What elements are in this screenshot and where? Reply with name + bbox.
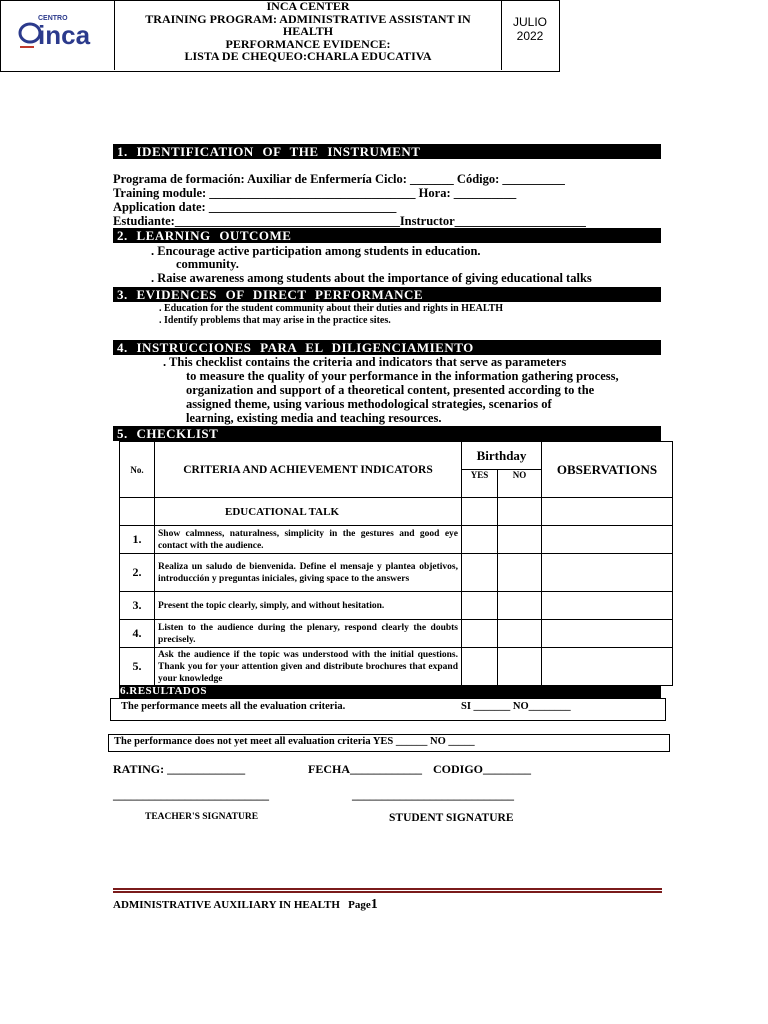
checklist-table [119, 441, 673, 686]
training-module-field: Training module: _________________________________ Hora: __________ [113, 186, 517, 200]
footer-rule-top [113, 888, 662, 890]
header-date: JULIO 2022 [512, 15, 547, 43]
section-4-heading: 4. INSTRUCCIONES PARA EL DILIGENCIAMIENTO [113, 340, 661, 355]
col-header-no: No. [120, 442, 155, 498]
col-header-criteria: CRITERIA AND ACHIEVEMENT INDICATORS [155, 442, 462, 498]
result-meets-box [110, 698, 666, 721]
section-2-heading: 2. LEARNING OUTCOME [113, 228, 661, 243]
instructions-line-2: to measure the quality of your performance in the information gathering process, [186, 369, 619, 383]
observation-cell[interactable] [542, 592, 673, 620]
col-header-observations: OBSERVATIONS [542, 442, 673, 498]
instructions-line-5: learning, existing media and teaching resources. [186, 411, 442, 425]
footer-rule-bottom [113, 891, 662, 893]
section-1-heading: 1. IDENTIFICATION OF THE INSTRUMENT [113, 144, 661, 159]
student-signature-label: STUDENT SIGNATURE [389, 812, 514, 824]
page-number: 1 [370, 897, 378, 912]
outcome-line-1: . Encourage active participation among students in education. [151, 244, 481, 258]
result-not-meets-text[interactable]: The performance does not yet meet all evaluation criteria YES ______ NO _____ [114, 736, 475, 747]
col-header-birthday: Birthday [462, 442, 542, 470]
observation-cell[interactable] [542, 648, 673, 686]
no-checkbox-cell[interactable] [498, 554, 542, 592]
no-checkbox-cell[interactable] [498, 526, 542, 554]
student-signature-line[interactable]: ___________________________ [352, 788, 514, 802]
fecha-field[interactable]: FECHA____________ [308, 762, 422, 776]
outcome-line-3: . Raise awareness among students about the importance of giving educational talks [151, 271, 592, 285]
instructions-line-3: organization and support of a theoretical content, presented according to the [186, 383, 595, 397]
table-row: 4. Listen to the audience during the plenary, respond clearly the doubts precisely. [120, 620, 673, 648]
teacher-signature-line[interactable]: __________________________ [113, 788, 269, 802]
result-meets-text: The performance meets all the evaluation criteria. [121, 701, 346, 712]
observation-cell[interactable] [542, 526, 673, 554]
student-instructor-field: Estudiante:____________________________________Instructor_____________________ [113, 214, 586, 228]
result-not-meets-box [108, 734, 670, 752]
yes-checkbox-cell[interactable] [462, 620, 498, 648]
table-row: 1. Show calmness, naturalness, simplicity in the gestures and good eye contact with the audience. [120, 526, 673, 554]
no-checkbox-cell[interactable] [498, 620, 542, 648]
page-label: Page [348, 899, 371, 911]
instructions-line-1: . This checklist contains the criteria and indicators that serve as parameters [163, 355, 567, 369]
yes-checkbox-cell[interactable] [462, 554, 498, 592]
program-field: Programa de formación: Auxiliar de Enfermería Ciclo: _______ Código: __________ [113, 172, 565, 186]
no-checkbox-cell[interactable] [498, 592, 542, 620]
section-5-heading: 5. CHECKLIST [113, 426, 661, 441]
no-checkbox-cell[interactable] [498, 648, 542, 686]
col-header-no-answer: NO [498, 470, 542, 498]
table-row: 2. Realiza un saludo de bienvenida. Define el mensaje y plantea objetivos, introducción y preguntas iniciales, giving space to the answers [120, 554, 673, 592]
evidence-line-2: . Identify problems that may arise in the practice sites. [159, 315, 391, 326]
header-title: INCA CENTER TRAINING PROGRAM: ADMINISTRATIVE ASSISTANT IN HEALTH PERFORMANCE EVIDENCE: LISTA DE CHEQUEO:CHARLA EDUCATIVA [115, 0, 502, 70]
table-row: 5. Ask the audience if the topic was understood with the initial questions. Thank you for your attention given and distribute brochures that expand your knowledge [120, 648, 673, 686]
application-date-field: Application date: ______________________________ [113, 200, 397, 214]
yes-checkbox-cell[interactable] [462, 648, 498, 686]
yes-checkbox-cell[interactable] [462, 526, 498, 554]
instructions-line-4: assigned theme, using various methodological strategies, scenarios of [186, 397, 552, 411]
inca-logo [0, 0, 115, 70]
teacher-signature-label: TEACHER'S SIGNATURE [145, 812, 259, 822]
yes-checkbox-cell[interactable] [462, 592, 498, 620]
evidence-line-1: . Education for the student community about their duties and rights in HEALTH [159, 303, 504, 314]
table-row: 3. Present the topic clearly, simply, and without hesitation. [120, 592, 673, 620]
svg-text:inca: inca [38, 20, 91, 50]
section-3-heading: 3. EVIDENCES OF DIRECT PERFORMANCE [113, 287, 661, 302]
observation-cell[interactable] [542, 554, 673, 592]
document-header [0, 0, 560, 72]
observation-cell[interactable] [542, 620, 673, 648]
result-meets-si-no[interactable]: SI _______ NO________ [461, 701, 571, 712]
group-educational-talk: EDUCATIONAL TALK [155, 498, 462, 526]
svg-text:CENTRO: CENTRO [38, 15, 68, 22]
rating-field[interactable]: RATING: _____________ [113, 762, 246, 776]
codigo-field[interactable]: CODIGO________ [433, 762, 532, 776]
col-header-yes: YES [462, 470, 498, 498]
footer-text: ADMINISTRATIVE AUXILIARY IN HEALTH Page1 [113, 897, 378, 912]
outcome-line-2: community. [176, 257, 239, 271]
section-6-heading: 6.RESULTADOS [119, 685, 661, 698]
